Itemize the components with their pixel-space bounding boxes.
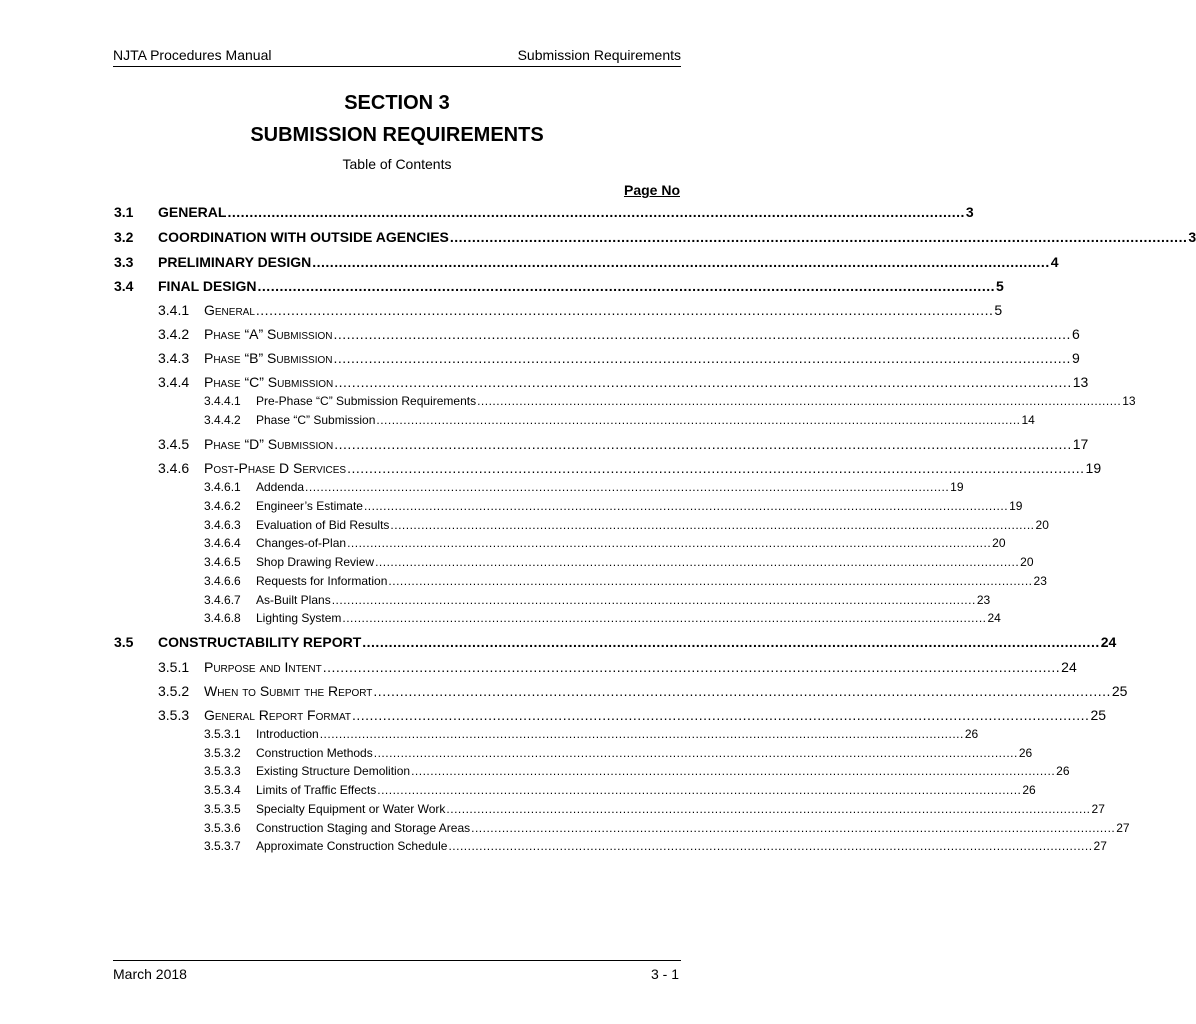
section-number: SECTION 3 xyxy=(344,92,450,114)
toc-entry-3-4-4-2[interactable]: 3.4.4.2 Phase “C” Submission ........................................................................................................................................................................ 14 xyxy=(204,413,1035,427)
toc-number: 3.4.6.6 xyxy=(204,574,241,588)
toc-number: 3.4.1 xyxy=(158,302,190,318)
page-header xyxy=(113,46,681,67)
header-manual-title: NJTA Procedures Manual xyxy=(113,47,272,63)
toc-entry-3-5-3-3[interactable]: 3.5.3.3 Existing Structure Demolition ........................................................................................................................................................................ 26 xyxy=(204,764,1070,778)
toc-heading: Table of Contents xyxy=(342,156,452,172)
toc-entry-3-4[interactable]: 3.4 FINAL DESIGN ........................................................................................................................................................................ 5 xyxy=(114,278,1004,294)
toc-entry-3-5-3-7[interactable]: 3.5.3.7 Approximate Construction Schedule ........................................................................................................................................................................ 27 xyxy=(204,839,1107,853)
toc-page: 17 xyxy=(1072,436,1089,452)
toc-title: Engineer’s Estimate xyxy=(256,499,363,513)
toc-page: 3 xyxy=(965,204,974,220)
toc-title: Phase “D” Submission xyxy=(204,436,334,452)
toc-entry-3-4-6-5[interactable]: 3.4.6.5 Shop Drawing Review ........................................................................................................................................................................ 20 xyxy=(204,555,1034,569)
toc-title: Post-Phase D Services xyxy=(204,460,347,476)
toc-entry-3-1[interactable]: 3.1 GENERAL ........................................................................................................................................................................ 3 xyxy=(114,204,974,220)
toc-entry-3-4-6-3[interactable]: 3.4.6.3 Evaluation of Bid Results ........................................................................................................................................................................ 20 xyxy=(204,518,1049,532)
toc-number: 3.3 xyxy=(114,254,134,270)
toc-number: 3.5.3.6 xyxy=(204,821,241,835)
toc-title: Approximate Construction Schedule xyxy=(256,839,448,853)
toc-number: 3.5.3.5 xyxy=(204,802,241,816)
toc-entry-3-5-3-5[interactable]: 3.5.3.5 Specialty Equipment or Water Work ........................................................................................................................................................................ 27 xyxy=(204,802,1105,816)
toc-number: 3.1 xyxy=(114,204,134,220)
toc-title: Requests for Information xyxy=(256,574,388,588)
toc-number: 3.4.6.7 xyxy=(204,593,241,607)
toc-number: 3.4.4.1 xyxy=(204,394,241,408)
toc-number: 3.4.6.3 xyxy=(204,518,241,532)
toc-page: 24 xyxy=(987,611,1001,625)
toc-page: 3 xyxy=(1188,229,1196,245)
toc-number: 3.4.4 xyxy=(158,374,190,390)
toc-entry-3-5-3-6[interactable]: 3.5.3.6 Construction Staging and Storage Areas ........................................................................................................................................................................ 27 xyxy=(204,821,1130,835)
toc-number: 3.5.3.3 xyxy=(204,764,241,778)
toc-page: 13 xyxy=(1072,374,1089,390)
toc-page: 26 xyxy=(1056,764,1070,778)
toc-title: Construction Staging and Storage Areas xyxy=(256,821,471,835)
toc-number: 3.4.4.2 xyxy=(204,413,241,427)
toc-number: 3.2 xyxy=(114,229,134,245)
toc-title: Phase “A” Submission xyxy=(204,326,333,342)
toc-entry-3-4-6-4[interactable]: 3.4.6.4 Changes-of-Plan ........................................................................................................................................................................ 20 xyxy=(204,536,1006,550)
toc-number: 3.4.2 xyxy=(158,326,190,342)
toc-number: 3.5.3.4 xyxy=(204,783,241,797)
toc-number: 3.4.3 xyxy=(158,350,190,366)
footer-page-number: 3 - 1 xyxy=(650,966,679,982)
toc-title: COORDINATION WITH OUTSIDE AGENCIES xyxy=(158,229,449,245)
toc-entry-3-4-1[interactable]: 3.4.1 General ........................................................................................................................................................................ 5 xyxy=(158,302,1003,318)
toc-title: Construction Methods xyxy=(256,746,373,760)
toc-title: GENERAL xyxy=(158,204,227,220)
toc-page: 14 xyxy=(1021,413,1035,427)
toc-page: 5 xyxy=(994,302,1003,318)
toc-page: 9 xyxy=(1071,350,1080,366)
toc-number: 3.5.3 xyxy=(158,707,190,723)
toc-number: 3.4.6.1 xyxy=(204,480,241,494)
toc-page: 20 xyxy=(1020,555,1034,569)
toc-entry-3-4-3[interactable]: 3.4.3 Phase “B” Submission ........................................................................................................................................................................ 9 xyxy=(158,350,1080,366)
toc-title: Purpose and Intent xyxy=(204,659,322,675)
toc-title: Phase “C” Submission xyxy=(204,374,334,390)
toc-number: 3.4.6.8 xyxy=(204,611,241,625)
toc-title: Limits of Traffic Effects xyxy=(256,783,377,797)
toc-entry-3-5-3-4[interactable]: 3.5.3.4 Limits of Traffic Effects ........................................................................................................................................................................ 26 xyxy=(204,783,1036,797)
page-footer xyxy=(113,960,681,987)
toc-entry-3-4-6-2[interactable]: 3.4.6.2 Engineer’s Estimate ........................................................................................................................................................................ 19 xyxy=(204,499,1023,513)
toc-title: Phase “C” Submission xyxy=(256,413,376,427)
toc-page: 6 xyxy=(1071,326,1080,342)
toc-number: 3.5 xyxy=(114,634,134,650)
toc-number: 3.5.1 xyxy=(158,659,190,675)
toc-page: 26 xyxy=(964,727,979,741)
toc-page: 27 xyxy=(1116,821,1130,835)
toc-number: 3.4.6 xyxy=(158,460,190,476)
toc-title: Specialty Equipment or Water Work xyxy=(256,802,446,816)
toc-title: Shop Drawing Review xyxy=(256,555,375,569)
toc-number: 3.4.6.2 xyxy=(204,499,241,513)
toc-title: Addenda xyxy=(256,480,305,494)
toc-entry-3-5-3-1[interactable]: 3.5.3.1 Introduction ........................................................................................................................................................................ 26 xyxy=(204,727,979,741)
toc-entry-3-5-2[interactable]: 3.5.2 When to Submit the Report ........................................................................................................................................................................ 25 xyxy=(158,683,1128,699)
toc-title: Introduction xyxy=(256,727,319,741)
toc-page: 25 xyxy=(1090,707,1107,723)
toc-page: 20 xyxy=(1035,518,1049,532)
toc-entry-3-4-6-8[interactable]: 3.4.6.8 Lighting System ........................................................................................................................................................................ 24 xyxy=(204,611,1001,625)
toc-entry-3-5-3[interactable]: 3.5.3 General Report Format ........................................................................................................................................................................ 25 xyxy=(158,707,1107,723)
toc-title: Phase “B” Submission xyxy=(204,350,333,366)
toc-title: Lighting System xyxy=(256,611,342,625)
toc-title: FINAL DESIGN xyxy=(158,278,257,294)
toc-page: 19 xyxy=(1085,460,1102,476)
toc-title: Pre-Phase “C” Submission Requirements xyxy=(256,394,477,408)
toc-page: 26 xyxy=(1022,783,1036,797)
toc-title: As-Built Plans xyxy=(256,593,331,607)
toc-number: 3.4.6.4 xyxy=(204,536,241,550)
toc-entry-3-4-6-6[interactable]: 3.4.6.6 Requests for Information ........................................................................................................................................................................ 23 xyxy=(204,574,1047,588)
toc-title: General xyxy=(204,302,255,318)
footer-date: March 2018 xyxy=(113,966,187,982)
toc-page: 19 xyxy=(950,480,964,494)
toc-number: 3.4.5 xyxy=(158,436,190,452)
toc-title: Existing Structure Demolition xyxy=(256,764,411,778)
toc-page: 24 xyxy=(1100,634,1117,650)
toc-page: 4 xyxy=(1050,254,1059,270)
toc-page: 27 xyxy=(1091,802,1105,816)
toc-page: 25 xyxy=(1111,683,1128,699)
toc-page: 23 xyxy=(976,593,991,607)
toc-page: 23 xyxy=(1033,574,1047,588)
toc-entry-3-5-1[interactable]: 3.5.1 Purpose and Intent ........................................................................................................................................................................ 24 xyxy=(158,659,1077,675)
toc-number: 3.5.3.1 xyxy=(204,727,241,741)
section-title: SUBMISSION REQUIREMENTS xyxy=(250,124,544,146)
toc-entry-3-5-3-2[interactable]: 3.5.3.2 Construction Methods ........................................................................................................................................................................ 26 xyxy=(204,746,1033,760)
page-no-label: Page No xyxy=(623,182,680,198)
toc-page: 13 xyxy=(1122,394,1136,408)
toc-entry-3-4-4[interactable]: 3.4.4 Phase “C” Submission ........................................................................................................................................................................ 13 xyxy=(158,374,1089,390)
toc-number: 3.5.2 xyxy=(158,683,190,699)
toc-title: Evaluation of Bid Results xyxy=(256,518,390,532)
toc-title: PRELIMINARY DESIGN xyxy=(158,254,312,270)
toc-number: 3.5.3.2 xyxy=(204,746,241,760)
toc-number: 3.4 xyxy=(114,278,134,294)
toc-entry-3-4-6-7[interactable]: 3.4.6.7 As-Built Plans ........................................................................................................................................................................ 23 xyxy=(204,593,991,607)
toc-page: 20 xyxy=(992,536,1006,550)
toc-entry-3-5[interactable]: 3.5 CONSTRUCTABILITY REPORT ........................................................................................................................................................................ 24 xyxy=(114,634,1117,650)
toc-title: General Report Format xyxy=(204,707,351,723)
toc-page: 24 xyxy=(1061,659,1077,675)
toc-number: 3.4.6.5 xyxy=(204,555,241,569)
toc-title: When to Submit the Report xyxy=(204,683,373,699)
toc-title: Changes-of-Plan xyxy=(256,536,347,550)
toc-entry-3-3[interactable]: 3.3 PRELIMINARY DESIGN ........................................................................................................................................................................ 4 xyxy=(114,254,1059,270)
toc-title: CONSTRUCTABILITY REPORT xyxy=(158,634,362,650)
header-section-title: Submission Requirements xyxy=(517,47,681,63)
toc-entry-3-2[interactable]: 3.2 COORDINATION WITH OUTSIDE AGENCIES ........................................................................................................................................................................ 3 xyxy=(114,229,1196,245)
toc-page: 27 xyxy=(1093,839,1107,853)
toc-entry-3-4-6-1[interactable]: 3.4.6.1 Addenda ........................................................................................................................................................................ 19 xyxy=(204,480,964,494)
toc-entry-3-4-4-1[interactable]: 3.4.4.1 Pre-Phase “C” Submission Requirements ........................................................................................................................................................................ 13 xyxy=(204,394,1136,408)
toc-entry-3-4-6[interactable]: 3.4.6 Post-Phase D Services ........................................................................................................................................................................ 19 xyxy=(158,460,1102,476)
toc-page: 26 xyxy=(1018,746,1033,760)
toc-entry-3-4-2[interactable]: 3.4.2 Phase “A” Submission ........................................................................................................................................................................ 6 xyxy=(158,326,1080,342)
toc-page: 5 xyxy=(996,278,1004,294)
toc-number: 3.5.3.7 xyxy=(204,839,241,853)
toc-entry-3-4-5[interactable]: 3.4.5 Phase “D” Submission ........................................................................................................................................................................ 17 xyxy=(158,436,1089,452)
toc-page: 19 xyxy=(1009,499,1023,513)
